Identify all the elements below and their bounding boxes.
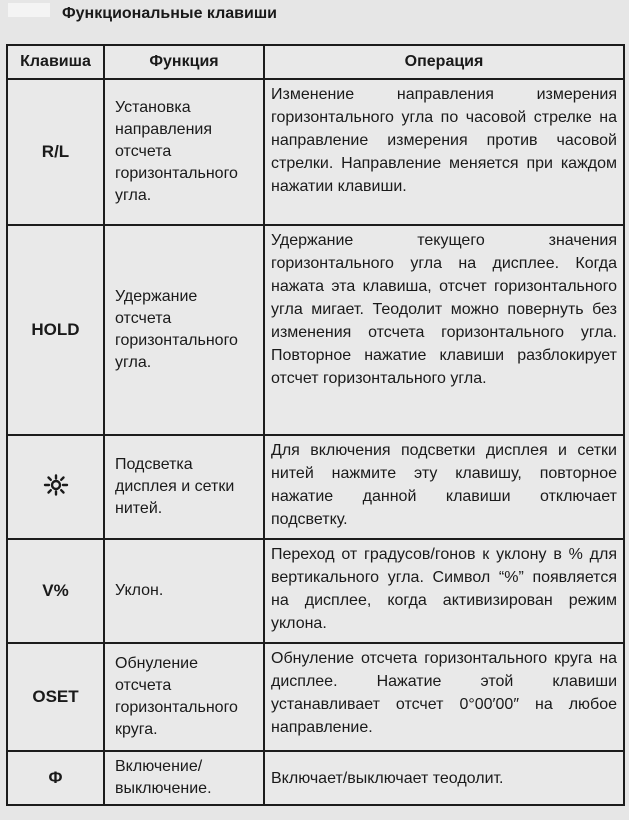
operation-cell: Включает/выключает теодолит. bbox=[264, 751, 624, 805]
operation-cell: Переход от градусов/гонов к уклону в % для вертикального угла. Символ “%” появляется на дисплее, когда активизирован режим уклона. bbox=[264, 539, 624, 643]
key-cell: Φ bbox=[7, 751, 104, 805]
key-cell: OSET bbox=[7, 643, 104, 751]
function-cell: Обнуление отсчета горизонтального круга. bbox=[104, 643, 264, 751]
function-keys-table bbox=[6, 44, 625, 806]
column-header-operation: Операция bbox=[264, 45, 624, 79]
header-marker bbox=[8, 3, 50, 17]
key-cell: HOLD bbox=[7, 225, 104, 435]
page-title: Функциональные клавиши bbox=[62, 5, 278, 22]
backlight-icon bbox=[41, 474, 71, 501]
operation-cell: Изменение направления измерения горизонтального угла по часовой стрелке на направление измерения против часовой стрелки. Направление меняется при каждом нажатии клавиши. bbox=[264, 79, 624, 225]
table-row bbox=[7, 643, 624, 751]
table-row bbox=[7, 435, 624, 539]
table-row bbox=[7, 79, 624, 225]
function-cell: Уклон. bbox=[104, 539, 264, 643]
table-row bbox=[7, 539, 624, 643]
operation-cell: Обнуление отсчета горизонтального круга на дисплее. Нажатие этой клавиши устанавливает отсчет 0°00′00″ на любое направление. bbox=[264, 643, 624, 751]
key-cell: R/L bbox=[7, 79, 104, 225]
function-cell: Установка направления отсчета горизонтального угла. bbox=[104, 79, 264, 225]
key-cell bbox=[7, 435, 104, 539]
function-cell: Подсветка дисплея и сетки нитей. bbox=[104, 435, 264, 539]
function-cell: Включение/ выключение. bbox=[104, 751, 264, 805]
operation-cell: Для включения подсветки дисплея и сетки нитей нажмите эту клавишу, повторное нажатие данной клавиши отключает подсветку. bbox=[264, 435, 624, 539]
key-cell: V% bbox=[7, 539, 104, 643]
column-header-key: Клавиша bbox=[7, 45, 104, 79]
column-header-function: Функция bbox=[104, 45, 264, 79]
table-header-row bbox=[7, 45, 624, 79]
operation-cell: Удержание текущего значения горизонтального угла на дисплее. Когда нажата эта клавиша, отсчет горизонтального угла мигает. Теодолит можно повернуть без изменения отсчета горизонтального угла. Повторное нажатие клавиши разблокирует отсчет горизонтального угла. bbox=[264, 225, 624, 435]
table-row bbox=[7, 225, 624, 435]
function-cell: Удержание отсчета горизонтального угла. bbox=[104, 225, 264, 435]
table-row bbox=[7, 751, 624, 805]
